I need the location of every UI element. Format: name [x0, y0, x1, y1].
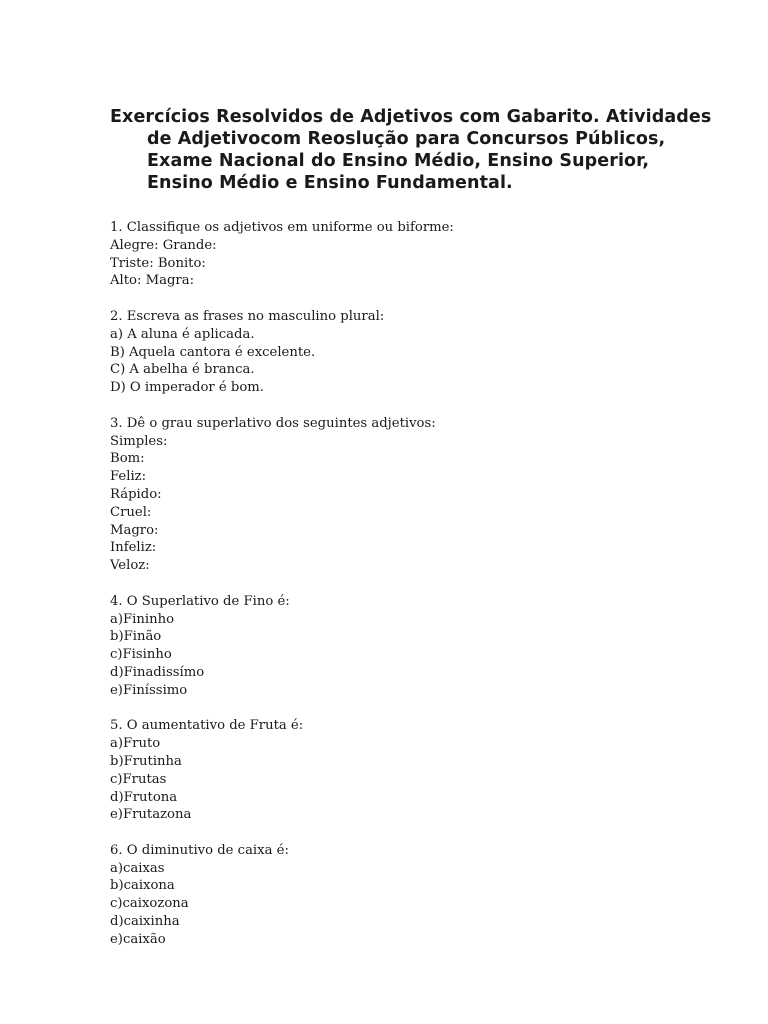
question-line: D) O imperador é bom.	[110, 380, 265, 396]
answer-option: a)Fruto	[110, 736, 161, 752]
exercise-list	[110, 219, 670, 966]
question-prompt: 6. O diminutivo de caixa é:	[110, 842, 289, 858]
question-6	[110, 842, 670, 949]
question-line: Magro:	[110, 522, 159, 538]
question-line: Bom:	[110, 451, 145, 467]
question-line: Feliz:	[110, 469, 147, 485]
question-1	[110, 219, 670, 290]
question-line: Rápido:	[110, 486, 162, 502]
question-prompt: 3. Dê o grau superlativo dos seguintes adjetivos:	[110, 415, 436, 431]
answer-option: a)Fininho	[110, 611, 175, 627]
question-line: Alegre: Grande:	[110, 237, 217, 253]
question-line: B) Aquela cantora é excelente.	[110, 344, 316, 360]
answer-option: d)Finadissímo	[110, 664, 205, 680]
question-line: a) A aluna é aplicada.	[110, 326, 255, 342]
answer-option: b)Finão	[110, 629, 162, 645]
question-prompt: 4. O Superlativo de Fino é:	[110, 593, 290, 609]
title-line: Exame Nacional do Ensino Médio, Ensino Superior,	[147, 151, 650, 171]
question-line: Cruel:	[110, 504, 152, 520]
answer-option: b)caixona	[110, 878, 175, 894]
question-prompt: 5. O aumentativo de Fruta é:	[110, 718, 304, 734]
question-3	[110, 415, 670, 575]
answer-option: a)caixas	[110, 860, 165, 876]
question-line: Infeliz:	[110, 540, 157, 556]
title-line: de Adjetivocom Reoslução para Concursos Públicos,	[147, 129, 666, 149]
title-line: Exercícios Resolvidos de Adjetivos com Gabarito. Atividades	[110, 107, 712, 127]
question-line: Triste: Bonito:	[110, 255, 206, 271]
question-line: Simples:	[110, 433, 168, 449]
document-title	[110, 106, 710, 194]
answer-option: e)Frutazona	[110, 807, 192, 823]
question-prompt: 2. Escreva as frases no masculino plural:	[110, 308, 385, 324]
question-prompt: 1. Classifique os adjetivos em uniforme ou biforme:	[110, 220, 454, 235]
question-5	[110, 717, 670, 824]
answer-option: d)caixinha	[110, 914, 180, 930]
question-line: Veloz:	[110, 558, 150, 574]
answer-option: c)caixozona	[110, 896, 189, 912]
answer-option: c)Fisinho	[110, 647, 172, 663]
answer-option: e)Finíssimo	[110, 682, 188, 698]
question-line: Alto: Magra:	[110, 273, 195, 289]
question-2	[110, 308, 670, 397]
answer-option: c)Frutas	[110, 771, 167, 787]
answer-option: e)caixão	[110, 931, 166, 947]
title-line: Ensino Médio e Ensino Fundamental.	[147, 173, 513, 193]
answer-option: d)Frutona	[110, 789, 178, 805]
question-line: C) A abelha é branca.	[110, 362, 255, 378]
answer-option: b)Frutinha	[110, 753, 182, 769]
question-4	[110, 593, 670, 700]
